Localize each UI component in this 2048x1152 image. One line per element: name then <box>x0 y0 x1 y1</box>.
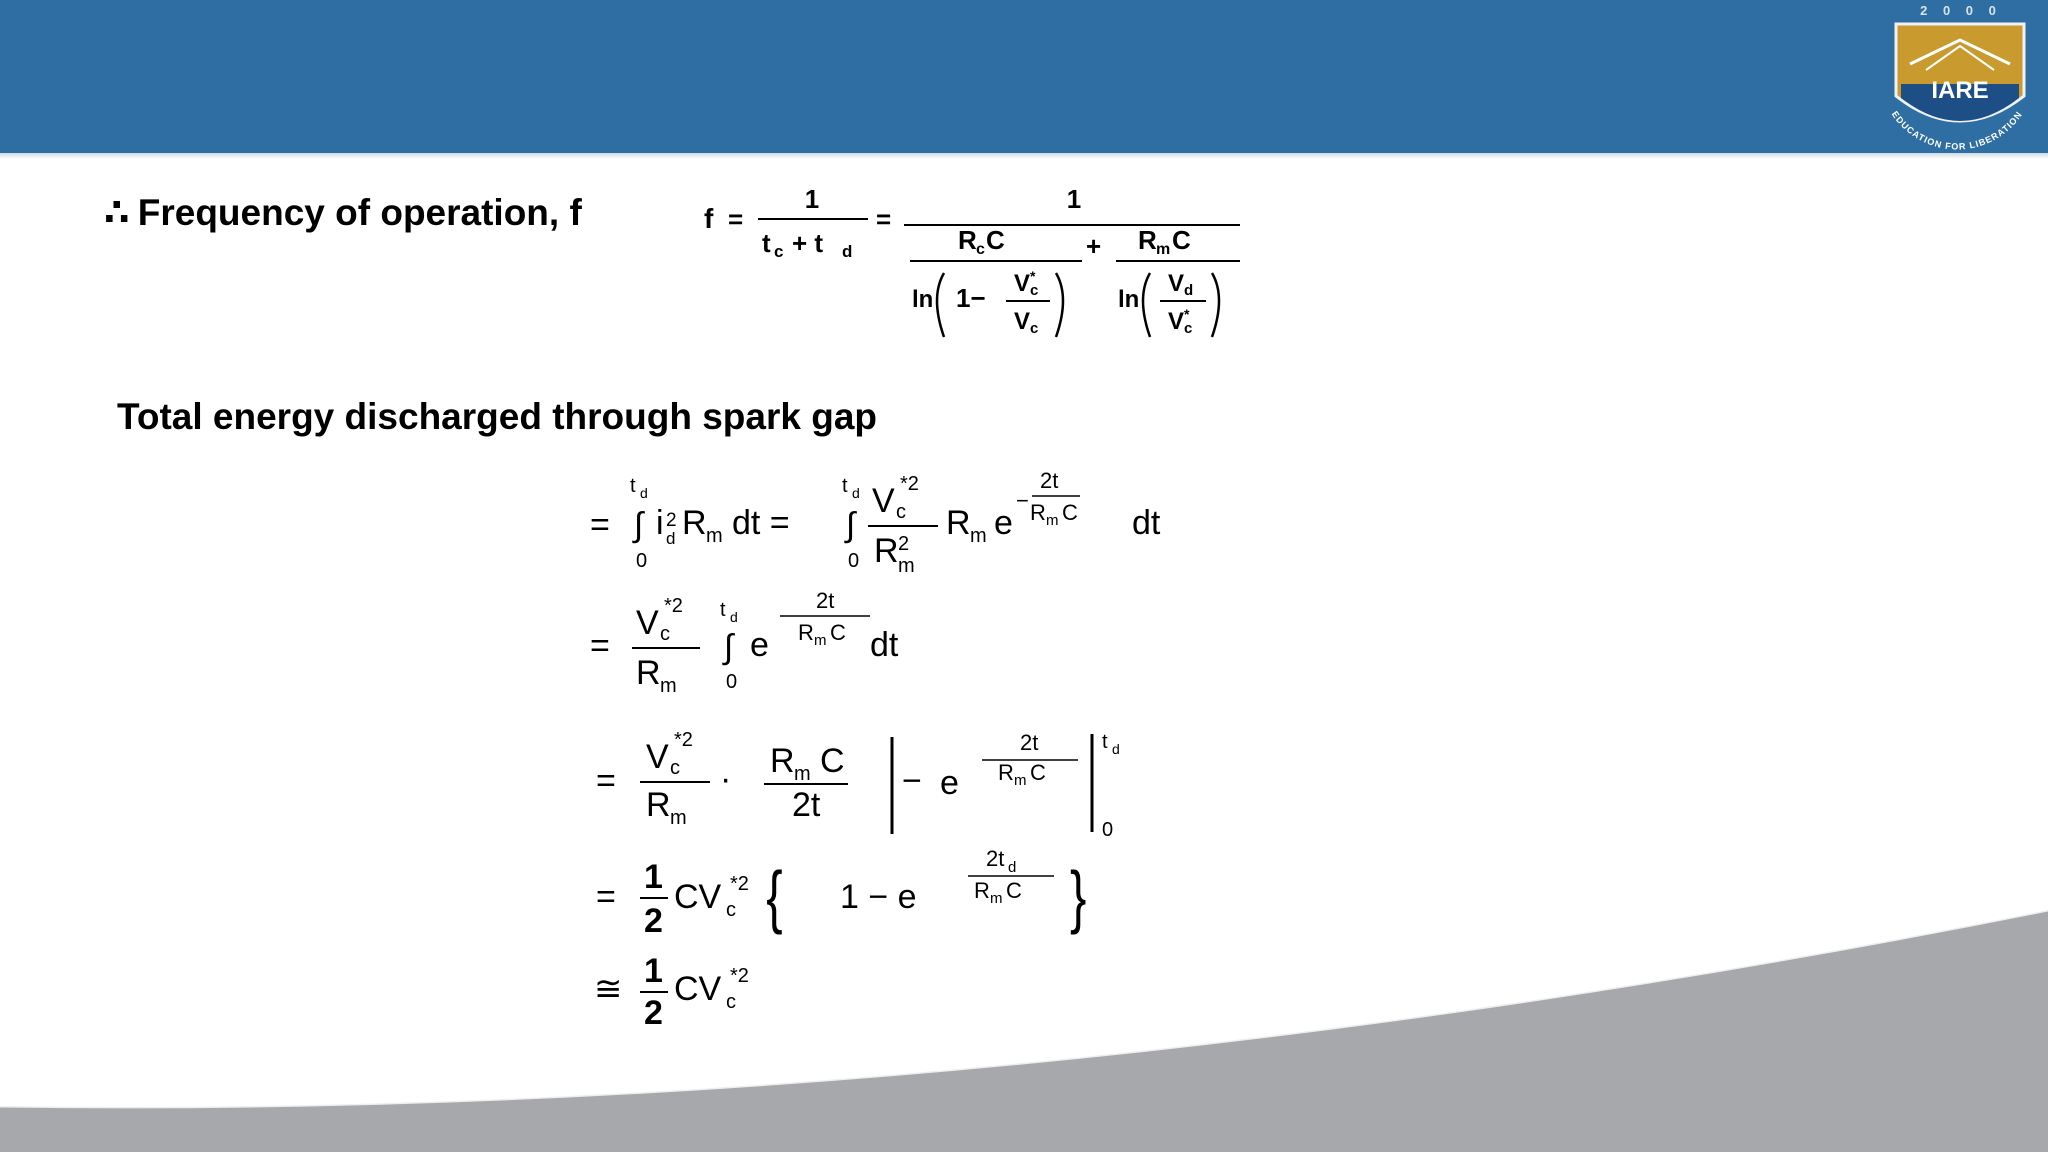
svg-text:V: V <box>1168 270 1185 297</box>
svg-text:C: C <box>1006 878 1022 903</box>
svg-text:2t: 2t <box>1020 730 1039 755</box>
svg-text:c: c <box>896 501 906 523</box>
svg-text:c: c <box>1030 282 1039 299</box>
svg-text:t: t <box>1102 731 1108 753</box>
svg-text:=: = <box>728 204 744 234</box>
svg-text:2: 2 <box>666 510 677 531</box>
svg-text:c: c <box>774 242 784 261</box>
svg-text:0: 0 <box>848 550 860 572</box>
svg-text:C: C <box>1062 500 1078 525</box>
svg-text:*: * <box>1030 268 1036 284</box>
svg-text:*2: *2 <box>730 965 749 987</box>
svg-text:m: m <box>794 763 811 785</box>
svg-text:1: 1 <box>1066 184 1082 214</box>
svg-text:R: R <box>974 878 990 903</box>
svg-text:{: { <box>766 856 783 936</box>
svg-text:CV: CV <box>674 970 722 1008</box>
svg-text:dt: dt <box>870 626 899 664</box>
svg-text:1 − e: 1 − e <box>840 878 917 916</box>
svg-text:2: 2 <box>644 902 663 940</box>
svg-text:2t: 2t <box>1040 468 1059 493</box>
svg-text:*2: *2 <box>900 473 919 495</box>
svg-text:c: c <box>726 991 736 1013</box>
svg-text:*: * <box>1184 306 1190 322</box>
svg-text:=: = <box>590 627 610 665</box>
svg-text:∫: ∫ <box>724 628 734 666</box>
svg-text:1: 1 <box>644 952 663 990</box>
svg-text:c: c <box>1030 320 1039 337</box>
svg-text:=: = <box>876 204 892 234</box>
svg-text:C: C <box>1172 225 1191 255</box>
svg-text:*2: *2 <box>674 729 693 751</box>
svg-text:0: 0 <box>726 671 738 693</box>
svg-text:m: m <box>970 525 987 547</box>
svg-text:2t: 2t <box>792 786 821 824</box>
svg-text:1: 1 <box>804 184 820 214</box>
svg-text:t: t <box>762 228 771 258</box>
svg-text:R: R <box>946 504 971 542</box>
svg-text:d: d <box>640 485 648 501</box>
svg-text:R: R <box>636 654 661 692</box>
svg-text:2t: 2t <box>816 588 835 613</box>
logo-year: 2 0 0 0 <box>1920 3 2002 18</box>
svg-text:R: R <box>682 504 707 542</box>
svg-text:0: 0 <box>636 550 648 572</box>
frequency-heading <box>104 191 582 234</box>
therefore-symbol: ∴ <box>104 191 130 234</box>
svg-text:0: 0 <box>1102 819 1114 841</box>
svg-text:CV: CV <box>674 878 722 916</box>
svg-text:1−: 1− <box>956 283 986 313</box>
svg-text:m: m <box>706 525 723 547</box>
svg-text:C: C <box>1030 760 1046 785</box>
svg-text:d: d <box>1184 282 1194 299</box>
svg-text:R: R <box>770 742 795 780</box>
svg-text:m: m <box>1046 512 1059 529</box>
svg-text:c: c <box>726 899 736 921</box>
svg-text:t: t <box>842 475 848 497</box>
svg-text:+: + <box>1086 231 1102 261</box>
svg-text:m: m <box>1156 241 1171 258</box>
svg-text:+ t: + t <box>792 228 824 258</box>
svg-text:−: − <box>902 762 922 800</box>
svg-text:=: = <box>596 762 616 800</box>
svg-text:t: t <box>630 475 636 497</box>
svg-text:m: m <box>660 675 677 697</box>
svg-text:=: = <box>590 506 610 544</box>
svg-text:c: c <box>1184 320 1193 337</box>
svg-text:V: V <box>636 604 659 642</box>
logo-text: IARE <box>1931 77 1989 104</box>
svg-text:d: d <box>842 242 853 261</box>
svg-text:R: R <box>798 620 814 645</box>
svg-text:∫: ∫ <box>634 506 644 544</box>
svg-text:i: i <box>656 504 664 542</box>
svg-text:≅: ≅ <box>594 970 623 1008</box>
svg-text:V: V <box>1014 308 1031 335</box>
svg-text:C: C <box>830 620 846 645</box>
svg-text:c: c <box>670 757 680 779</box>
svg-text:R: R <box>998 760 1014 785</box>
svg-text:d: d <box>1008 859 1017 876</box>
svg-text:V: V <box>1014 270 1031 297</box>
svg-text:*2: *2 <box>664 595 683 617</box>
header-shadow <box>0 153 2048 159</box>
svg-text:V: V <box>1168 308 1185 335</box>
svg-text:}: } <box>1070 856 1087 936</box>
svg-text:*2: *2 <box>730 873 749 895</box>
energy-heading: Total energy discharged through spark gap <box>117 396 877 437</box>
energy-line-5 <box>594 952 749 1032</box>
svg-text:e: e <box>994 504 1013 542</box>
svg-text:c: c <box>976 241 985 258</box>
svg-text:R: R <box>874 532 899 570</box>
svg-text:R: R <box>1030 500 1046 525</box>
svg-text:dt: dt <box>1132 504 1161 542</box>
svg-text:m: m <box>898 555 915 577</box>
svg-text:e: e <box>750 626 769 664</box>
svg-text:m: m <box>990 890 1003 907</box>
energy-line-4 <box>596 846 1086 940</box>
svg-text:ln: ln <box>912 286 934 313</box>
svg-text:∫: ∫ <box>846 506 856 544</box>
svg-text:=: = <box>596 878 616 916</box>
svg-text:d: d <box>852 485 860 501</box>
svg-text:2: 2 <box>898 533 910 555</box>
logo-motto: EDUCATION FOR LIBERATION <box>1889 109 2025 152</box>
energy-line-2 <box>590 588 899 697</box>
frequency-heading-text: Frequency of operation, f <box>137 192 582 233</box>
svg-text:·: · <box>720 760 732 798</box>
svg-text:ln: ln <box>1118 286 1140 313</box>
svg-text:m: m <box>814 632 827 649</box>
svg-text:dt =: dt = <box>732 504 790 542</box>
svg-text:2: 2 <box>644 994 663 1032</box>
svg-text:d: d <box>730 609 738 625</box>
svg-text:c: c <box>660 623 670 645</box>
svg-text:R: R <box>646 786 671 824</box>
svg-text:t: t <box>720 599 726 621</box>
svg-text:m: m <box>670 807 687 829</box>
svg-text:f: f <box>704 203 714 234</box>
energy-derivation <box>580 462 1200 1032</box>
svg-text:V: V <box>872 482 895 520</box>
svg-text:R: R <box>1138 225 1157 255</box>
svg-text:C: C <box>820 742 845 780</box>
svg-text:d: d <box>1112 741 1120 757</box>
frequency-formula <box>690 185 1250 345</box>
svg-text:−: − <box>1016 488 1029 513</box>
svg-text:R: R <box>958 225 977 255</box>
svg-text:C: C <box>986 225 1005 255</box>
header-bar <box>0 0 2048 153</box>
svg-text:m: m <box>1014 772 1027 789</box>
svg-text:1: 1 <box>644 858 663 896</box>
energy-line-1 <box>590 468 1161 577</box>
svg-text:e: e <box>940 764 959 802</box>
svg-text:V: V <box>646 738 669 776</box>
svg-text:d: d <box>666 529 676 548</box>
iare-logo <box>1866 0 2048 153</box>
energy-line-3 <box>596 729 1120 841</box>
svg-text:2t: 2t <box>986 846 1005 871</box>
